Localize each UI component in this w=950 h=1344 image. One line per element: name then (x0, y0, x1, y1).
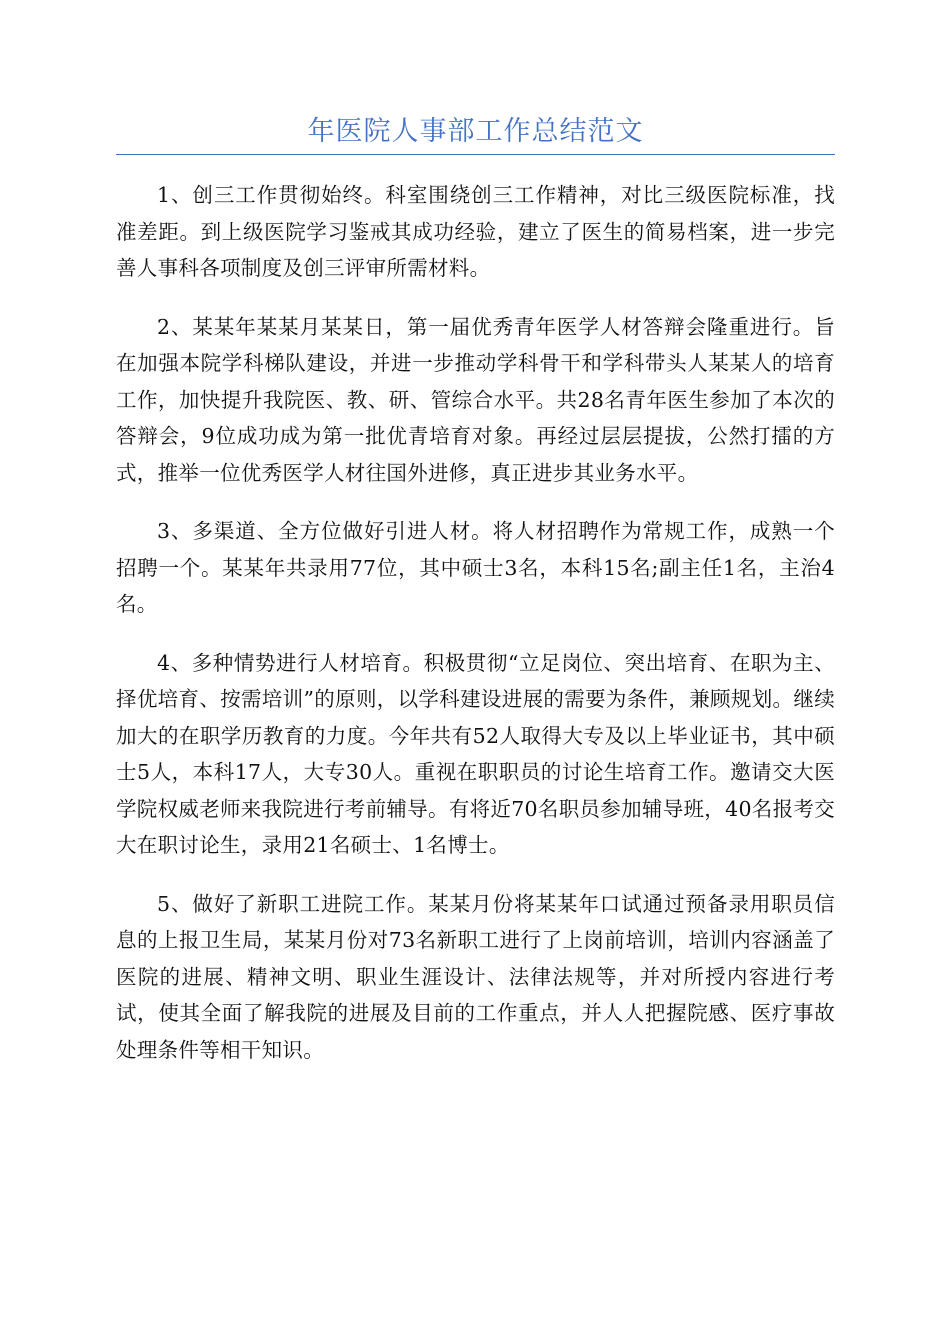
paragraph-3: 3、多渠道、全方位做好引进人材。将人材招聘作为常规工作，成熟一个招聘一个。某某年共录用77位，其中硕士3名，本科15名;副主任1名，主治4名。 (116, 519, 835, 616)
title-underline (116, 154, 835, 155)
document-title: 年医院人事部工作总结范文 (307, 116, 644, 147)
paragraph-1: 1、创三工作贯彻始终。科室围绕创三工作精神，对比三级医院标准，找准差距。到上级医院学习鉴戒其成功经验，建立了医生的简易档案，进一步完善人事科各项制度及创三评审所需材料。 (116, 183, 835, 280)
paragraph-5: 5、做好了新职工进院工作。某某月份将某某年口试通过预备录用职员信息的上报卫生局，某某月份对73名新职工进行了上岗前培训，培训内容涵盖了医院的进展、精神文明、职业生涯设计、法律法规等，并对所授内容进行考试，使其全面了解我院的进展及目前的工作重点，并人人把握院感、医疗事故处理条件等相干知识。 (116, 891, 835, 1062)
paragraph-4: 4、多种情势进行人材培育。积极贯彻“立足岗位、突出培育、在职为主、择优培育、按需培训”的原则，以学科建设进展的需要为条件，兼顾规划。继续加大的在职学历教育的力度。今年共有52人取得大专及以上毕业证书，其中硕士5人，本科17人，大专30人。重视在职职员的讨论生培育工作。邀请交大医学院权威老师来我院进行考前辅导。有将近70名职员参加辅导班，40名报考交大在职讨论生，录用21名硕士、1名博士。 (116, 650, 835, 857)
paragraph-2: 2、某某年某某月某某日，第一届优秀青年医学人材答辩会隆重进行。旨在加强本院学科梯队建设，并进一步推动学科骨干和学科带头人某某人的培育工作，加快提升我院医、教、研、管综合水平。共28名青年医生参加了本次的答辩会，9位成功成为第一批优青培育对象。再经过层层提拔，公然打擂的方式，推举一位优秀医学人材往国外进修，真正进步其业务水平。 (116, 314, 835, 485)
document-body (116, 177, 835, 1090)
